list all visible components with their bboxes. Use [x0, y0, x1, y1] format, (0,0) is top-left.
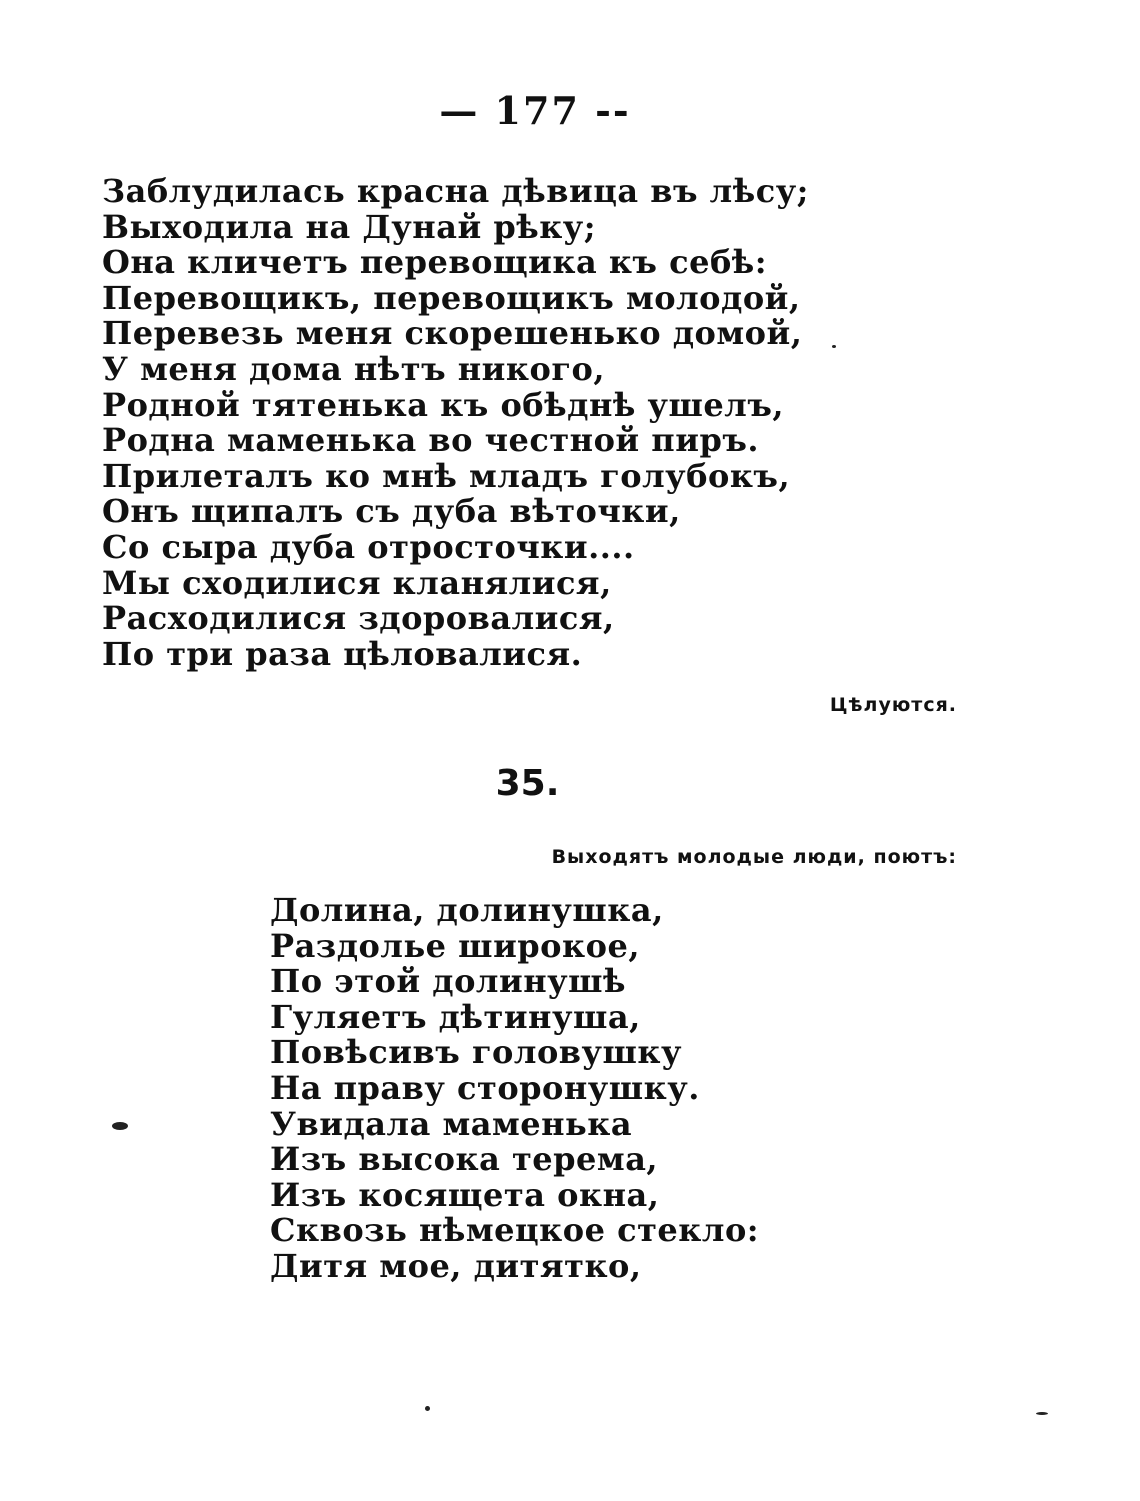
verse-block-2: [270, 893, 759, 1285]
verse-line: Долина, долинушка,: [270, 891, 664, 929]
song-number: 35.: [495, 763, 560, 804]
verse-line: Раздолье широкое,: [270, 926, 640, 965]
verse-line: Родной тятенька къ обѣднѣ ушелъ,: [102, 385, 785, 424]
verse-line: У меня дома нѣтъ никого,: [102, 349, 605, 388]
ink-speck: [112, 1122, 128, 1130]
verse-line: Увидала маменька: [270, 1104, 633, 1143]
verse-line: Она кличетъ перевощика къ себѣ:: [102, 243, 768, 282]
verse-line: По три раза цѣловалися.: [102, 634, 583, 673]
verse-line: Прилеталъ ко мнѣ младъ голубокъ,: [102, 456, 791, 495]
verse-line: На праву сторонушку.: [270, 1068, 700, 1107]
verse-line: Расходилися здоровалися,: [102, 599, 615, 638]
verse-line: Гуляетъ дѣтинуша,: [270, 997, 641, 1036]
verse-line: Изъ высока терема,: [270, 1140, 659, 1179]
stage-direction-kiss: Цѣлуются.: [829, 694, 957, 716]
stage-direction-young-people: Выходятъ молодые люди, поютъ:: [551, 846, 957, 868]
ink-speck: [1036, 1412, 1048, 1415]
verse-line: Повѣсивъ головушку: [270, 1033, 682, 1072]
verse-line: Мы сходилися кланялися,: [102, 563, 612, 602]
page-number: — 177 --: [439, 88, 631, 133]
verse-line: Дитя мое, дитятко,: [270, 1246, 642, 1285]
verse-line: Перевезь меня скорешенько домой,: [102, 314, 803, 353]
verse-block-1: [102, 174, 809, 672]
verse-line: Изъ косящета окна,: [270, 1175, 660, 1214]
verse-line: Онъ щипалъ съ дуба вѣточки,: [102, 492, 681, 531]
verse-line: Перевощикъ, перевощикъ молодой,: [102, 278, 801, 317]
verse-line: Заблудилась красна дѣвица въ лѣсу;: [102, 172, 809, 210]
verse-line: Родна маменька во честной пиръ.: [102, 421, 760, 460]
verse-line: Выходила на Дунай рѣку;: [102, 207, 597, 246]
ink-speck: [832, 345, 836, 348]
verse-line: Со сыра дуба отросточки....: [102, 527, 635, 566]
ink-speck: [425, 1406, 430, 1411]
verse-line: По этой долинушѣ: [270, 962, 626, 1001]
verse-line: Сквозь нѣмецкое стекло:: [270, 1211, 760, 1250]
